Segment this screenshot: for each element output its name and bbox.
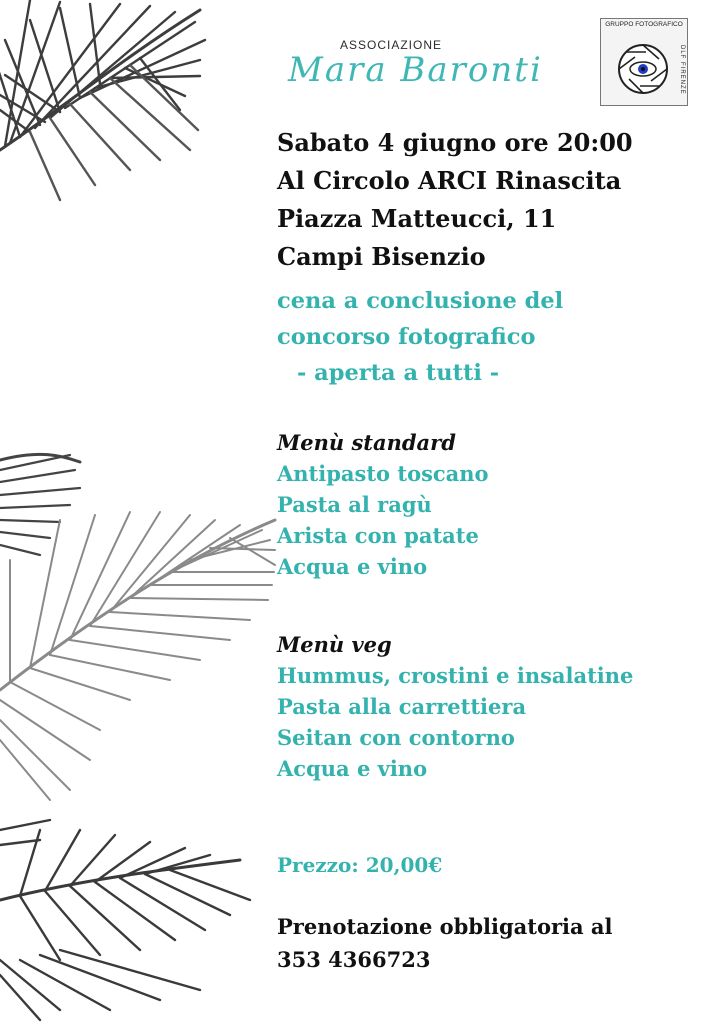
association-prefix: ASSOCIAZIONE xyxy=(340,38,443,52)
list-item: Pasta alla carrettiera xyxy=(277,694,527,719)
event-venue: Al Circolo ARCI Rinascita xyxy=(277,166,622,195)
menu-standard-title: Menù standard xyxy=(277,430,456,455)
intro-line: cena a conclusione del xyxy=(277,288,564,314)
booking-info xyxy=(277,910,613,976)
event-intro xyxy=(277,283,563,391)
menu-standard xyxy=(277,428,489,582)
list-item: Antipasto toscano xyxy=(277,461,489,486)
list-item: Acqua e vino xyxy=(277,554,428,579)
intro-line: concorso fotografico xyxy=(277,324,536,350)
booking-phone: 353 4366723 xyxy=(277,947,431,972)
list-item: Hummus, crostini e insalatine xyxy=(277,663,634,688)
palm-leaf-icon xyxy=(0,0,205,200)
palm-leaf-icon xyxy=(0,454,80,555)
event-details xyxy=(277,124,633,276)
association-name: Mara Baronti xyxy=(288,50,543,90)
photo-group-logo xyxy=(600,18,688,106)
intro-open-to-all: - aperta a tutti - xyxy=(297,360,500,386)
photo-group-side-text: DLF FIRENZE xyxy=(679,45,685,95)
camera-aperture-icon xyxy=(601,19,689,107)
photo-group-title: GRUPPO FOTOGRAFICO xyxy=(605,21,683,28)
event-address: Piazza Matteucci, 11 xyxy=(277,204,557,233)
list-item: Acqua e vino xyxy=(277,756,428,781)
price-label: Prezzo: 20,00€ xyxy=(277,853,443,877)
menu-veg xyxy=(277,630,633,784)
event-city: Campi Bisenzio xyxy=(277,242,486,271)
list-item: Arista con patate xyxy=(277,523,479,548)
menu-veg-title: Menù veg xyxy=(277,632,392,657)
list-item: Seitan con contorno xyxy=(277,725,515,750)
event-date: Sabato 4 giugno ore 20:00 xyxy=(277,128,633,157)
association-logo xyxy=(288,32,558,92)
list-item: Pasta al ragù xyxy=(277,492,432,517)
palm-leaf-icon xyxy=(0,820,250,1020)
booking-text: Prenotazione obbligatoria al xyxy=(277,914,613,939)
palm-leaf-icon xyxy=(0,512,275,800)
